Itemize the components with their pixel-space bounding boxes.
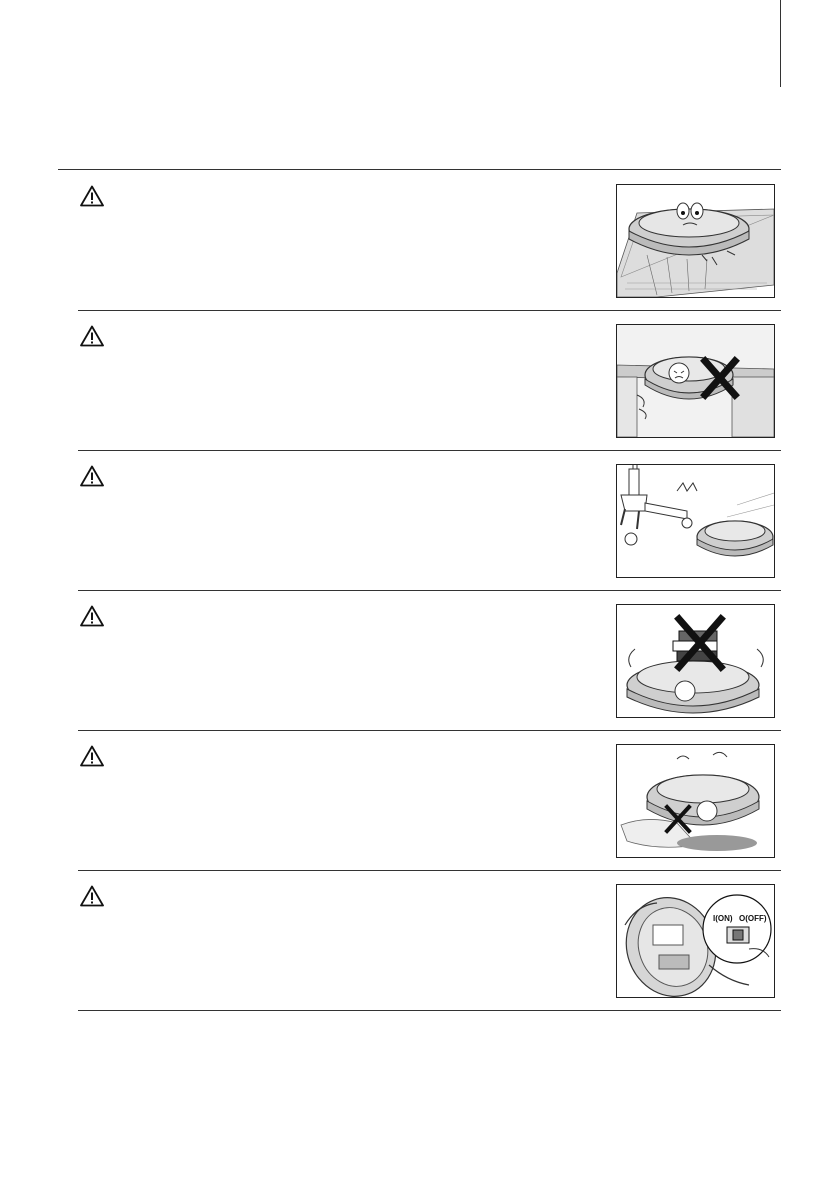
illustration-chair-legs bbox=[616, 464, 775, 578]
warning-section-5 bbox=[78, 731, 781, 871]
warning-triangle-icon bbox=[80, 185, 104, 207]
illustration-carpet-fringe bbox=[616, 184, 775, 298]
switch-off-label: O(OFF) bbox=[739, 914, 767, 923]
warning-triangle-icon bbox=[80, 325, 104, 347]
warning-section-4 bbox=[78, 591, 781, 731]
warning-section-1 bbox=[78, 171, 781, 311]
margin-rule bbox=[780, 0, 781, 87]
warning-section-6 bbox=[78, 871, 781, 1011]
warning-triangle-icon bbox=[80, 605, 104, 627]
warning-section-3 bbox=[78, 451, 781, 591]
switch-on-label: I(ON) bbox=[713, 914, 733, 923]
warning-section-2 bbox=[78, 311, 781, 451]
illustration-objects-on-top bbox=[616, 604, 775, 718]
warning-triangle-icon bbox=[80, 465, 104, 487]
illustration-table-edge bbox=[616, 324, 775, 438]
header-rule bbox=[58, 169, 781, 170]
illustration-power-switch bbox=[616, 884, 775, 998]
illustration-wet-floor bbox=[616, 744, 775, 858]
warning-triangle-icon bbox=[80, 745, 104, 767]
warning-triangle-icon bbox=[80, 885, 104, 907]
